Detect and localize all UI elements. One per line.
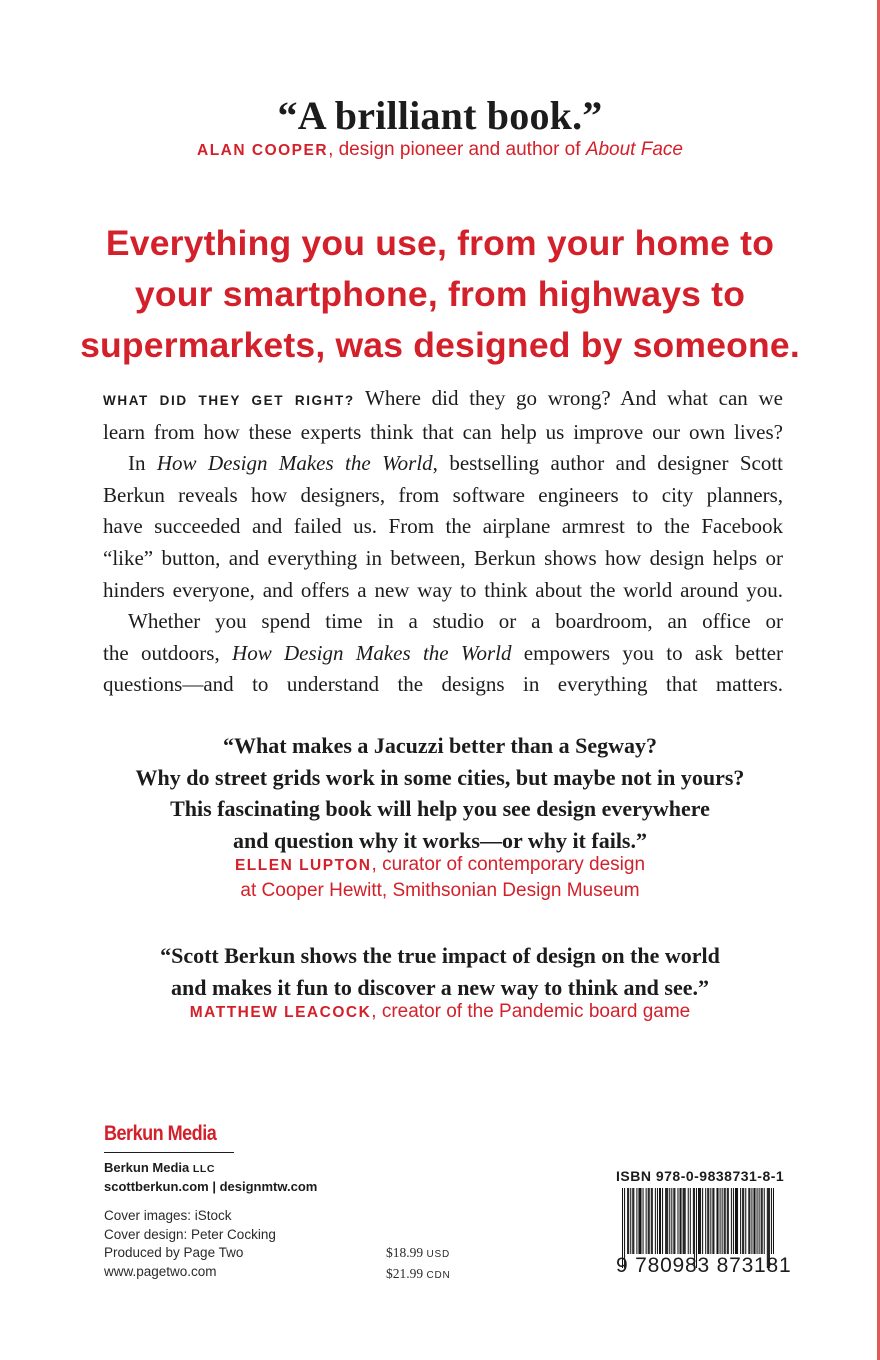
- headline: [0, 218, 880, 371]
- barcode-bar: [702, 1188, 703, 1254]
- barcode-bar: [713, 1188, 714, 1254]
- barcode-bar: [660, 1188, 661, 1254]
- quote-line: and question why it works—or why it fails.”: [233, 827, 647, 853]
- barcode-bar: [757, 1188, 758, 1254]
- quote-matthew-leacock: [0, 940, 880, 1003]
- barcode-bar: [667, 1188, 668, 1254]
- barcode-bar: [728, 1188, 729, 1254]
- barcode-bar: [720, 1188, 721, 1254]
- body-line: have succeeded and failed us. From the airplane armrest to the Facebook: [103, 514, 783, 539]
- isbn-label: ISBN 978-0-9838731-8-1: [616, 1168, 785, 1184]
- quote-line: “Scott Berkun shows the true impact of design on the world: [160, 943, 720, 968]
- barcode-bar: [751, 1188, 752, 1254]
- barcode-bar: [628, 1188, 629, 1254]
- barcode-bar: [764, 1188, 765, 1254]
- body-line: questions—and to understand the designs in everything that matters.: [103, 672, 783, 697]
- barcode-bar: [724, 1188, 725, 1254]
- publisher-logo: Berkun Media: [104, 1122, 217, 1145]
- barcode-bar: [773, 1188, 774, 1254]
- barcode-bar: [674, 1188, 675, 1254]
- barcode-bar: [727, 1188, 728, 1254]
- barcode-bar: [685, 1188, 686, 1254]
- barcode-bar: [740, 1188, 741, 1254]
- body-line: Whether you spend time in a studio or a boardroom, an office or: [128, 609, 783, 634]
- attribution-work: About Face: [585, 139, 683, 160]
- barcode-bar: [722, 1188, 723, 1254]
- barcode-bar: [693, 1188, 694, 1254]
- barcode-bar: [662, 1188, 663, 1254]
- lead-in-caps: WHAT DID THEY GET RIGHT?: [103, 393, 355, 408]
- barcode-bar: [659, 1188, 660, 1254]
- barcode-bar: [698, 1188, 699, 1254]
- barcode-bar: [680, 1188, 681, 1254]
- barcode-bar: [655, 1188, 656, 1254]
- attribution-name: ALAN COOPER: [197, 142, 329, 159]
- barcode-bar: [749, 1188, 750, 1254]
- attribution-matthew-leacock: [0, 1001, 880, 1023]
- barcode-bar: [708, 1188, 709, 1254]
- barcode-bar: [652, 1188, 653, 1254]
- attribution-role-cont: at Cooper Hewitt, Smithsonian Design Museum: [240, 880, 640, 901]
- barcode-bar: [743, 1188, 744, 1254]
- body-line: “like” button, and everything in between, Berkun shows how design helps or: [103, 545, 783, 570]
- body-line: hinders everyone, and offers a new way to think about the world around you.: [103, 577, 783, 602]
- barcode-bar: [705, 1188, 706, 1254]
- quote-line: “What makes a Jacuzzi better than a Segway?: [222, 733, 658, 758]
- prices: [386, 1243, 451, 1285]
- credit-line: www.pagetwo.com: [104, 1263, 217, 1279]
- price-cdn: $21.99 CDN: [386, 1266, 451, 1281]
- barcode-bar: [651, 1188, 652, 1254]
- barcode-bar: [736, 1188, 737, 1254]
- barcode-bar: [684, 1188, 685, 1254]
- barcode-bar: [712, 1188, 713, 1254]
- body-line: In How Design Makes the World, bestselling author and designer Scott: [128, 451, 783, 476]
- barcode-bar: [657, 1188, 658, 1254]
- barcode-bar: [681, 1188, 682, 1254]
- barcode-bar: [716, 1188, 717, 1254]
- barcode-bar: [748, 1188, 749, 1254]
- barcode-bar: [632, 1188, 633, 1254]
- attribution-name: MATTHEW LEACOCK: [189, 1004, 372, 1021]
- attribution-ellen-lupton: [0, 852, 880, 903]
- book-title: How Design Makes the World: [232, 640, 512, 665]
- barcode-bar: [671, 1188, 672, 1254]
- barcode-bar: [754, 1188, 755, 1254]
- barcode-bar: [737, 1188, 738, 1254]
- barcode-number: 9 780983 873181: [616, 1254, 792, 1277]
- barcode-bar: [640, 1188, 641, 1254]
- barcode-bar: [666, 1188, 667, 1254]
- attribution-role: , creator of the Pandemic board game: [371, 1001, 691, 1022]
- body-line: Berkun reveals how designers, from software engineers to city planners,: [103, 482, 783, 507]
- quote-line: This fascinating book will help you see design everywhere: [170, 796, 710, 821]
- credit-line: Cover images: iStock: [104, 1208, 232, 1223]
- barcode-bar: [649, 1188, 650, 1254]
- credit-line: Produced by Page Two: [104, 1245, 244, 1260]
- barcode-bar: [688, 1188, 689, 1254]
- barcode-bar: [725, 1188, 726, 1254]
- barcode-bar: [683, 1188, 684, 1254]
- logo-divider: [104, 1152, 234, 1153]
- barcode-bar: [742, 1188, 743, 1254]
- description-body: [103, 383, 783, 701]
- barcode-bar: [731, 1188, 732, 1254]
- headline-line: supermarkets, was designed by someone.: [80, 325, 800, 365]
- body-line: the outdoors, How Design Makes the World empowers you to ask better: [103, 640, 783, 665]
- body-line: learn from how these experts think that can help us improve our own lives?: [103, 419, 783, 444]
- barcode-bar: [710, 1188, 711, 1254]
- barcode-bar: [633, 1188, 634, 1254]
- barcode-bar: [639, 1188, 640, 1254]
- barcode-bar: [700, 1188, 701, 1254]
- quote-alan-cooper: “A brilliant book.”: [277, 93, 603, 138]
- quote-line: Why do street grids work in some cities, but maybe not in yours?: [135, 764, 745, 790]
- barcode-bar: [759, 1188, 760, 1254]
- barcode-bar: [665, 1188, 666, 1254]
- barcode-bar: [733, 1188, 734, 1254]
- cover-credits: [104, 1207, 276, 1281]
- barcode-bar: [699, 1188, 700, 1254]
- barcode-bar: [771, 1188, 772, 1254]
- price-usd: $18.99 USD: [386, 1245, 451, 1260]
- quote-line: and makes it fun to discover a new way to think and see.”: [170, 974, 710, 1000]
- barcode-bar: [669, 1188, 670, 1254]
- attribution-alan-cooper: [0, 139, 880, 161]
- barcode-bar: [762, 1188, 763, 1254]
- body-line: WHAT DID THEY GET RIGHT? Where did they go wrong? And what can we: [103, 386, 783, 410]
- barcode-bar: [646, 1188, 647, 1254]
- headline-line: your smartphone, from highways to: [134, 274, 746, 314]
- barcode-bar: [648, 1188, 649, 1254]
- headline-line: Everything you use, from your home to: [105, 223, 775, 263]
- barcode-bar: [638, 1188, 639, 1254]
- book-title: How Design Makes the World: [156, 451, 433, 476]
- publisher-name: Berkun Media LLC: [104, 1160, 216, 1175]
- barcode-bar: [761, 1188, 762, 1254]
- attribution-name: ELLEN LUPTON: [234, 857, 372, 874]
- barcode-bar: [707, 1188, 708, 1254]
- barcode-bar: [735, 1188, 736, 1254]
- barcode-bar: [636, 1188, 637, 1254]
- barcode-bar: [643, 1188, 644, 1254]
- barcode-bar: [627, 1188, 628, 1254]
- attribution-role: , curator of contemporary design: [371, 854, 646, 875]
- credit-line: Cover design: Peter Cocking: [104, 1226, 276, 1242]
- barcode-bar: [677, 1188, 678, 1254]
- barcode-bar: [690, 1188, 691, 1254]
- barcode-bar: [673, 1188, 674, 1254]
- barcode-bar: [745, 1188, 746, 1254]
- barcode-bar: [718, 1188, 719, 1254]
- barcode-bar: [753, 1188, 754, 1254]
- attribution-role: , design pioneer and author of: [328, 139, 586, 160]
- barcode-bar: [630, 1188, 631, 1254]
- publisher-websites: scottberkun.com | designmtw.com: [104, 1179, 318, 1194]
- quote-ellen-lupton: [0, 730, 880, 856]
